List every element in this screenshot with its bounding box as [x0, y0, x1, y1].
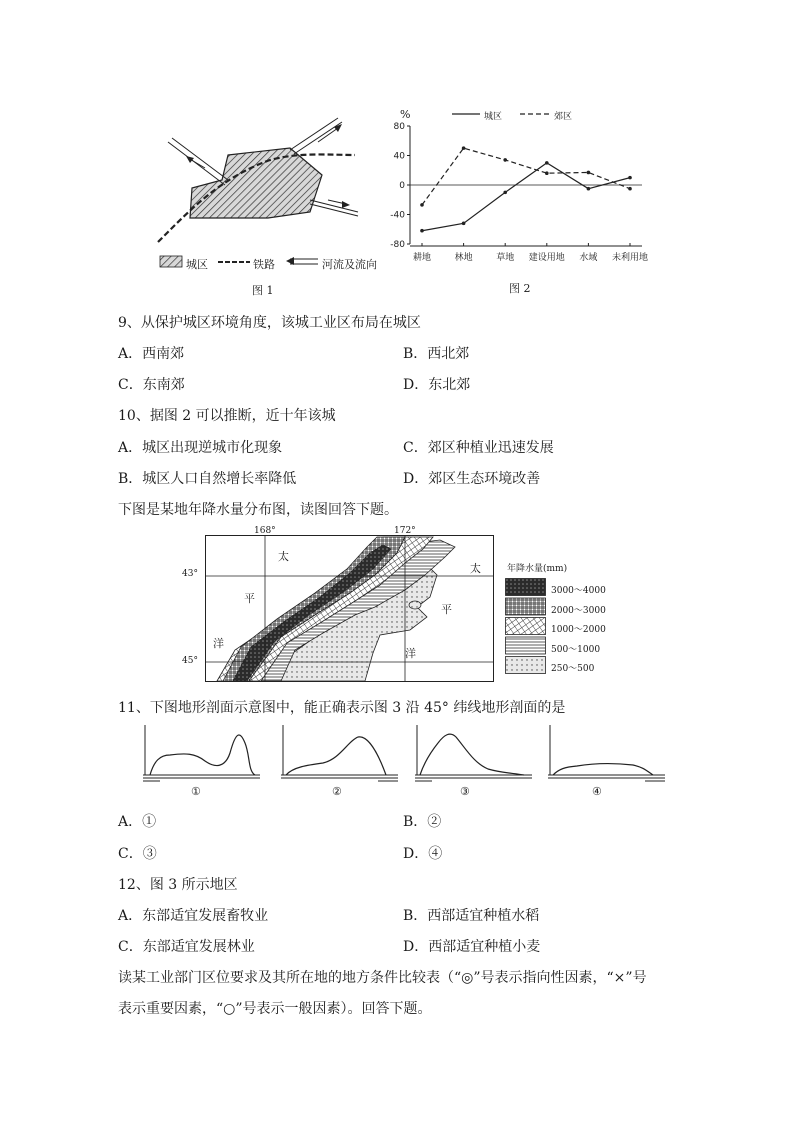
- legend-3000-4000: 3000～4000: [551, 586, 606, 596]
- y-tick-label: -40: [390, 210, 405, 221]
- ocean-label-tai-west: 太: [278, 550, 289, 563]
- q10-option-b[interactable]: B．城区人口自然增长率降低: [118, 471, 297, 487]
- y-tick-label: 0: [399, 181, 405, 191]
- q12-stem: 12、图 3 所示地区: [118, 877, 238, 893]
- city-area: [190, 148, 322, 218]
- series-line-suburb: [422, 148, 630, 205]
- point-city: [503, 191, 507, 195]
- q12-option-b[interactable]: B．西部适宜种植水稻: [403, 908, 540, 924]
- q9-stem: 9、从保护城区环境角度，该城工业区布局在城区: [118, 315, 421, 331]
- profile-label-1: ①: [191, 785, 201, 798]
- ocean-label-ping-east: 平: [441, 603, 452, 616]
- point-city: [462, 222, 466, 226]
- point-suburb: [545, 171, 549, 175]
- island: [409, 601, 421, 609]
- y-tick-label: 80: [393, 122, 405, 132]
- ocean-label-yang-west: 洋: [213, 637, 224, 650]
- q11-option-b[interactable]: B．②: [403, 814, 442, 830]
- point-suburb: [462, 146, 466, 150]
- x-tick-label: 草地: [496, 253, 515, 263]
- q9-option-c[interactable]: C．东南郊: [118, 377, 185, 393]
- q10-option-a[interactable]: A．城区出现逆城市化现象: [118, 440, 283, 456]
- ocean-label-tai-east: 太: [470, 562, 481, 575]
- fig1-legend-railway: 铁路: [253, 258, 275, 271]
- q10-option-d[interactable]: D．郊区生态环境改善: [403, 471, 541, 487]
- intro-precipitation: 下图是某地年降水量分布图，读图回答下题。: [118, 502, 398, 518]
- river-flow-arrow-northeast: [318, 128, 338, 142]
- point-suburb: [503, 158, 507, 162]
- legend-city-label: 城区: [484, 112, 503, 122]
- legend-suburb-label: 郊区: [554, 112, 573, 122]
- lat-43: 43°: [182, 569, 198, 579]
- q9-option-b[interactable]: B．西北郊: [403, 346, 470, 362]
- fig2-unit: %: [400, 108, 411, 121]
- x-tick-label: 水域: [579, 253, 598, 263]
- fig1-legend-river: 河流及流向: [322, 258, 377, 271]
- q9-option-d[interactable]: D．东北郊: [403, 377, 471, 393]
- point-city: [587, 187, 591, 191]
- point-city: [545, 161, 549, 165]
- legend-2000-3000: 2000～3000: [551, 606, 606, 616]
- lon-172: 172°: [394, 526, 416, 536]
- profile-label-3: ③: [460, 785, 470, 798]
- q12-option-d[interactable]: D．西部适宜种植小麦: [403, 939, 541, 955]
- x-tick-label: 林地: [454, 253, 473, 263]
- fig3-legend-swatches: [505, 578, 551, 676]
- y-tick-label: 40: [393, 151, 405, 162]
- profile-3: [412, 723, 537, 785]
- x-tick-label: 耕地: [412, 253, 432, 263]
- q11-option-c[interactable]: C．③: [118, 846, 157, 862]
- profile-label-4: ④: [592, 785, 602, 798]
- q9-option-a[interactable]: A．西南郊: [118, 346, 185, 362]
- legend-1000-2000: 1000～2000: [551, 625, 606, 635]
- fig3-legend-title: 年降水量(mm): [507, 564, 568, 574]
- profile-2: [278, 723, 403, 785]
- q11-option-d[interactable]: D．④: [403, 846, 443, 862]
- q10-option-c[interactable]: C．郊区种植业迅速发展: [403, 440, 554, 456]
- point-suburb: [628, 187, 632, 191]
- q11-option-a[interactable]: A．①: [118, 814, 157, 830]
- fig2-caption: 图 2: [509, 282, 531, 295]
- legend-500-1000: 500～1000: [551, 645, 601, 655]
- river-northeast: [290, 118, 338, 150]
- ocean-label-yang-east: 洋: [405, 647, 416, 660]
- q12-option-c[interactable]: C．东部适宜发展林业: [118, 939, 255, 955]
- point-suburb: [420, 203, 424, 207]
- q12-option-a[interactable]: A．东部适宜发展畜牧业: [118, 908, 269, 924]
- point-city: [628, 176, 632, 180]
- profile-1: [140, 723, 265, 785]
- lon-168: 168°: [254, 526, 276, 536]
- q11-stem: 11、下图地形剖面示意图中，能正确表示图 3 沿 45° 纬线地形剖面的是: [118, 700, 566, 716]
- lat-45: 45°: [182, 656, 198, 666]
- figure-2-line-chart: [380, 120, 650, 275]
- q10-stem: 10、据图 2 可以推断，近十年该城: [118, 408, 336, 424]
- profile-label-2: ②: [332, 785, 342, 798]
- x-tick-label: 建设用地: [528, 253, 565, 263]
- point-city: [420, 229, 424, 233]
- x-tick-label: 未利用地: [611, 253, 649, 263]
- point-suburb: [587, 171, 591, 175]
- y-tick-label: -80: [390, 240, 405, 250]
- series-line-city: [422, 163, 630, 231]
- intro-industry-line2: 表示重要因素，“○”号表示一般因素）。回答下题。: [118, 1001, 432, 1017]
- legend-city-swatch: [160, 256, 182, 267]
- fig1-legend-city: 城区: [186, 258, 208, 271]
- profile-4: [545, 723, 670, 785]
- fig1-caption: 图 1: [252, 284, 274, 297]
- legend-250-500: 250～500: [551, 664, 595, 674]
- ocean-label-ping-west: 平: [244, 592, 255, 605]
- intro-industry-line1: 读某工业部门区位要求及其所在地的地方条件比较表（“◎”号表示指向性因素，“×”号: [118, 970, 647, 986]
